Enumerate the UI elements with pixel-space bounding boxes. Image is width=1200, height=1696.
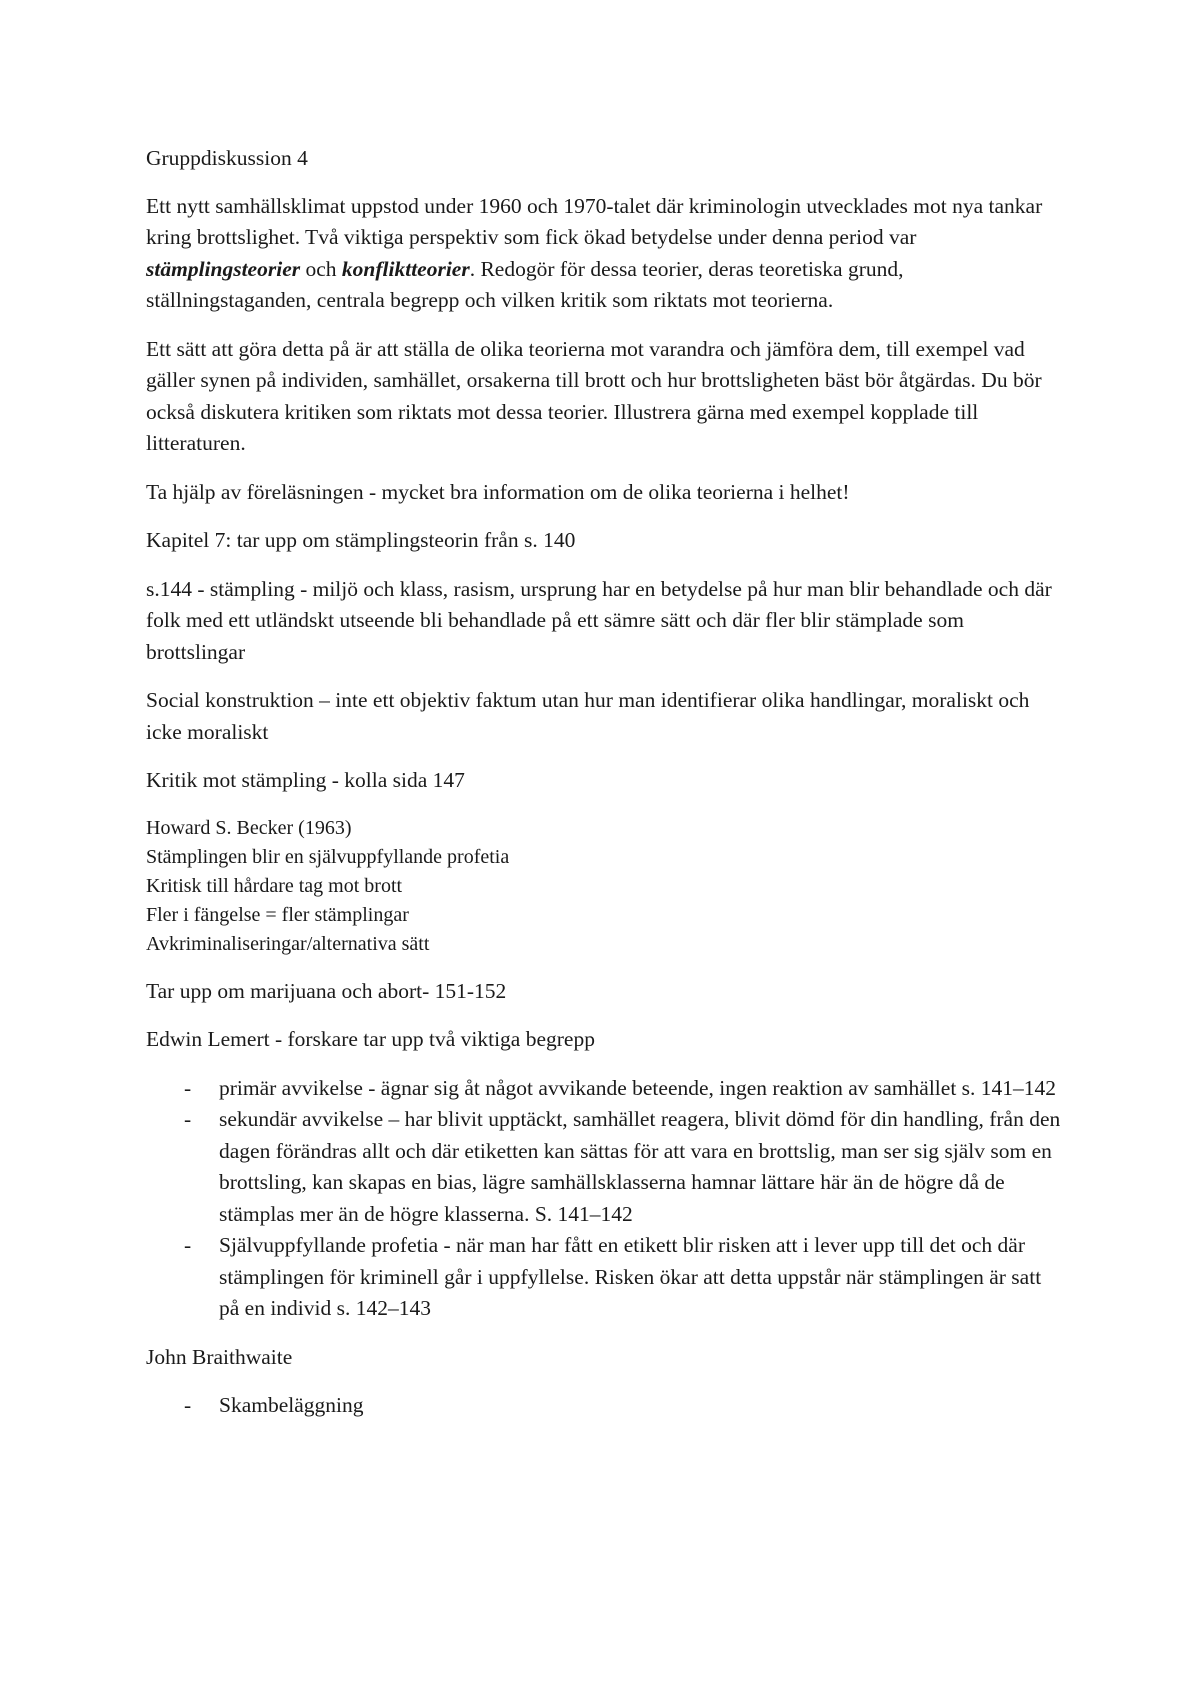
paragraph-social-construction: Social konstruktion – inte ett objektiv faktum utan hur man identifierar olika handlingar, moraliskt och icke moraliskt	[146, 688, 1030, 744]
term-konfliktteorier: konfliktteorier	[341, 256, 470, 281]
paragraph-criticism: Kritik mot stämpling - kolla sida 147	[146, 768, 465, 792]
paragraph-page-144: s.144 - stämpling - miljö och klass, rasism, ursprung har en betydelse på hur man blir behandlade och där folk med ett utländskt utseende bli behandlade på ett sämre sätt och där fler blir stämplade som brottslingar	[146, 576, 1052, 664]
list-item-text: primär avvikelse - ägnar sig åt något avvikande beteende, ingen reaktion av samhället s. 141–142	[219, 1075, 1057, 1100]
lemert-list	[146, 1073, 1066, 1325]
intro-text-before: Ett nytt samhällsklimat uppstod under 1960 och 1970-talet där kriminologin utvecklades mot nya tankar kring brottslighet. Två viktiga perspektiv som fick ökad betydelse under denna period var	[146, 193, 1043, 249]
paragraph-lemert: Edwin Lemert - forskare tar upp två viktiga begrepp	[146, 1027, 595, 1051]
list-item-text: Skambeläggning	[219, 1393, 364, 1417]
becker-line: Fler i fängelse = fler stämplingar	[146, 903, 409, 926]
list-item	[146, 1390, 1066, 1422]
paragraph-comparison: Ett sätt att göra detta på är att ställa de olika teorierna mot varandra och jämföra dem, till exempel vad gäller synen på individen, samhället, orsakerna till brott och hur brottsligheten bäst bör åtgärdas. Du bör också diskutera kritiken som riktats mot dessa teorier. Illustrera gärna med exempel kopplade till litteraturen.	[146, 336, 1042, 455]
list-item	[146, 1073, 1066, 1105]
intro-text-after: . Redogör för dessa teorier, deras teoretiska grund, ställningstaganden, centrala begrepp och vilken kritik som riktats mot teorierna.	[146, 256, 904, 312]
term-stamplingsteorier: stämplingsteorier	[146, 256, 301, 281]
dash-bullet: -	[184, 1233, 192, 1257]
dash-bullet: -	[184, 1075, 192, 1100]
list-item	[146, 1104, 1066, 1230]
paragraph-marijuana-abort: Tar upp om marijuana och abort- 151-152	[146, 978, 507, 1003]
paragraph-lecture-tip: Ta hjälp av föreläsningen - mycket bra information om de olika teorierna i helhet!	[146, 479, 850, 504]
braithwaite-list	[146, 1390, 1066, 1422]
becker-notes	[146, 814, 1066, 959]
paragraph-braithwaite: John Braithwaite	[146, 1344, 293, 1369]
list-item-text: Självuppfyllande profetia - när man har fått en etikett blir risken att i lever upp till det och där stämplingen för kriminell går i uppfyllelse. Risken ökar att detta uppstår när stämplingen är satt på en individ s. 142–143	[219, 1233, 1042, 1320]
paragraph-chapter-7: Kapitel 7: tar upp om stämplingsteorin från s. 140	[146, 528, 576, 552]
intro-text-mid: och	[300, 256, 342, 281]
becker-line: Kritisk till hårdare tag mot brott	[146, 874, 403, 897]
intro-paragraph	[146, 191, 1066, 317]
becker-line: Avkriminaliseringar/alternativa sätt	[146, 932, 430, 955]
list-item-text: sekundär avvikelse – har blivit upptäckt, samhället reagera, blivit dömd för din handling, från den dagen förändras allt och där etiketten kan sättas för att vara en brottslig, man ser sig själv som en brottsling, kan skapas en bias, lägre samhällsklasserna hamnar lättare här än de högre då de stämplas mer än de högre klasserna. S. 141–142	[219, 1107, 1061, 1226]
dash-bullet: -	[184, 1107, 192, 1131]
document-body	[146, 143, 1066, 1439]
dash-bullet: -	[184, 1393, 192, 1417]
list-item	[146, 1230, 1066, 1325]
becker-line: Howard S. Becker (1963)	[146, 816, 352, 839]
becker-line: Stämplingen blir en självuppfyllande profetia	[146, 845, 510, 868]
document-title: Gruppdiskussion 4	[146, 146, 308, 170]
